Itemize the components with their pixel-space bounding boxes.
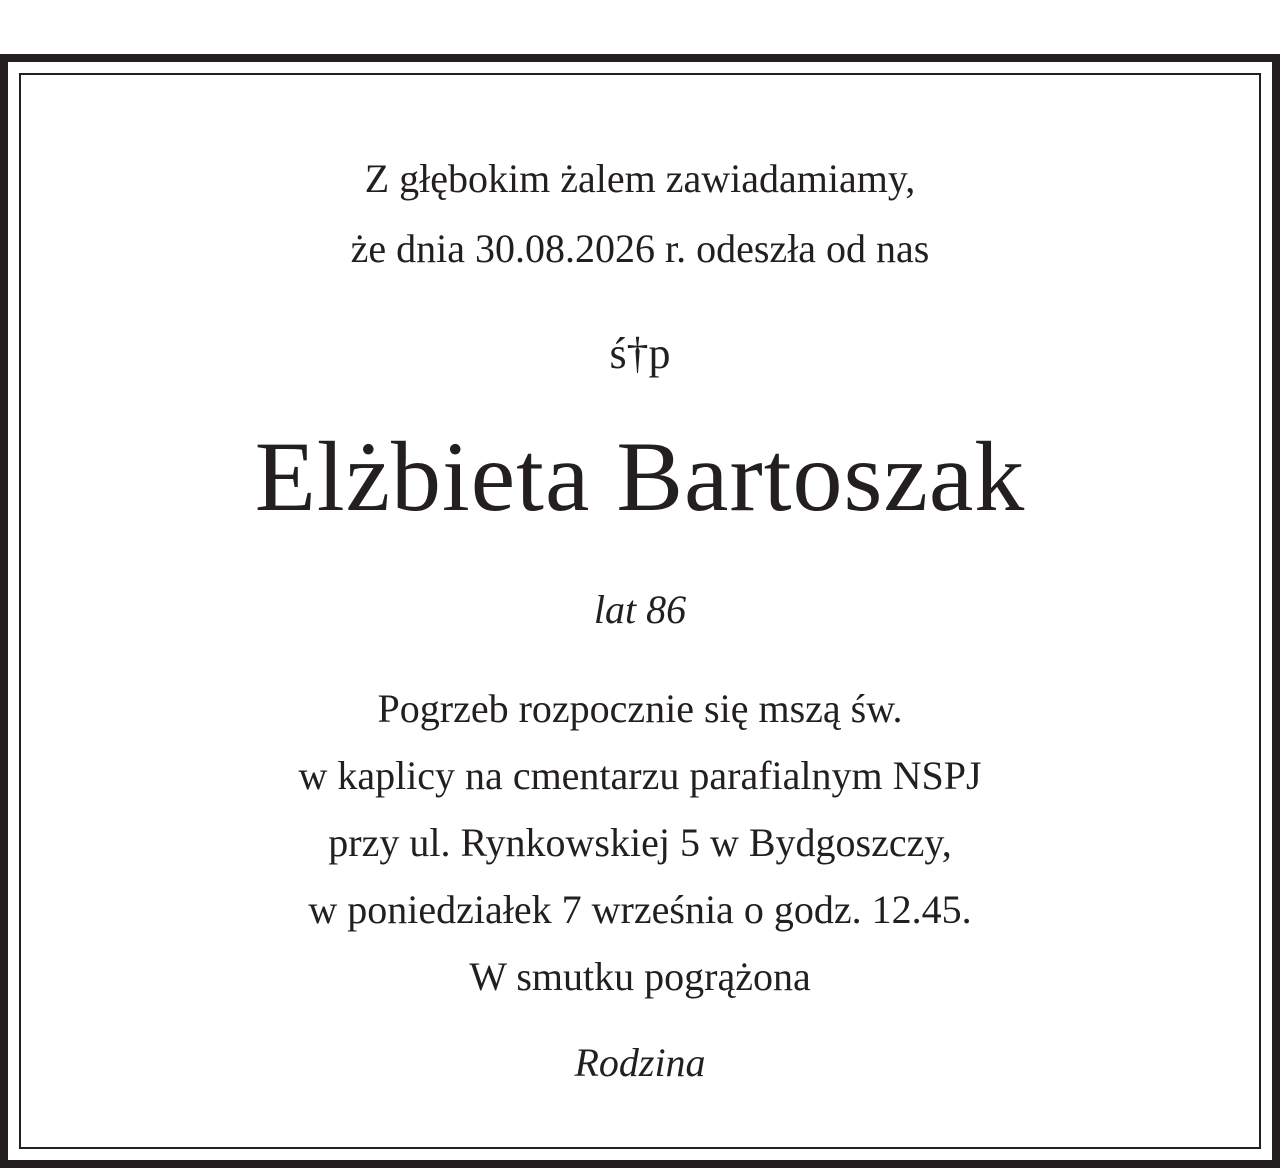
funeral-line: przy ul. Rynkowskiej 5 w Bydgoszczy, xyxy=(328,820,952,865)
funeral-line: w poniedziałek 7 września o godz. 12.45. xyxy=(308,887,972,932)
stp-cross-mark: ś†p xyxy=(609,329,671,378)
deceased-age: lat 86 xyxy=(593,587,687,632)
obituary-outer-frame xyxy=(0,54,1280,1168)
funeral-line: Pogrzeb rozpocznie się mszą św. xyxy=(377,686,903,731)
intro-text xyxy=(8,144,1272,284)
deceased-name: Elżbieta Bartoszak xyxy=(254,421,1026,532)
intro-line: Z głębokim żalem zawiadamiamy, xyxy=(364,156,916,201)
funeral-line: w kaplicy na cmentarzu parafialnym NSPJ xyxy=(298,753,982,798)
intro-line: że dnia 30.08.2026 r. odeszła od nas xyxy=(350,226,930,271)
funeral-details xyxy=(8,675,1272,1010)
funeral-line: W smutku pogrążona xyxy=(469,954,811,999)
signature: Rodzina xyxy=(574,1040,706,1085)
